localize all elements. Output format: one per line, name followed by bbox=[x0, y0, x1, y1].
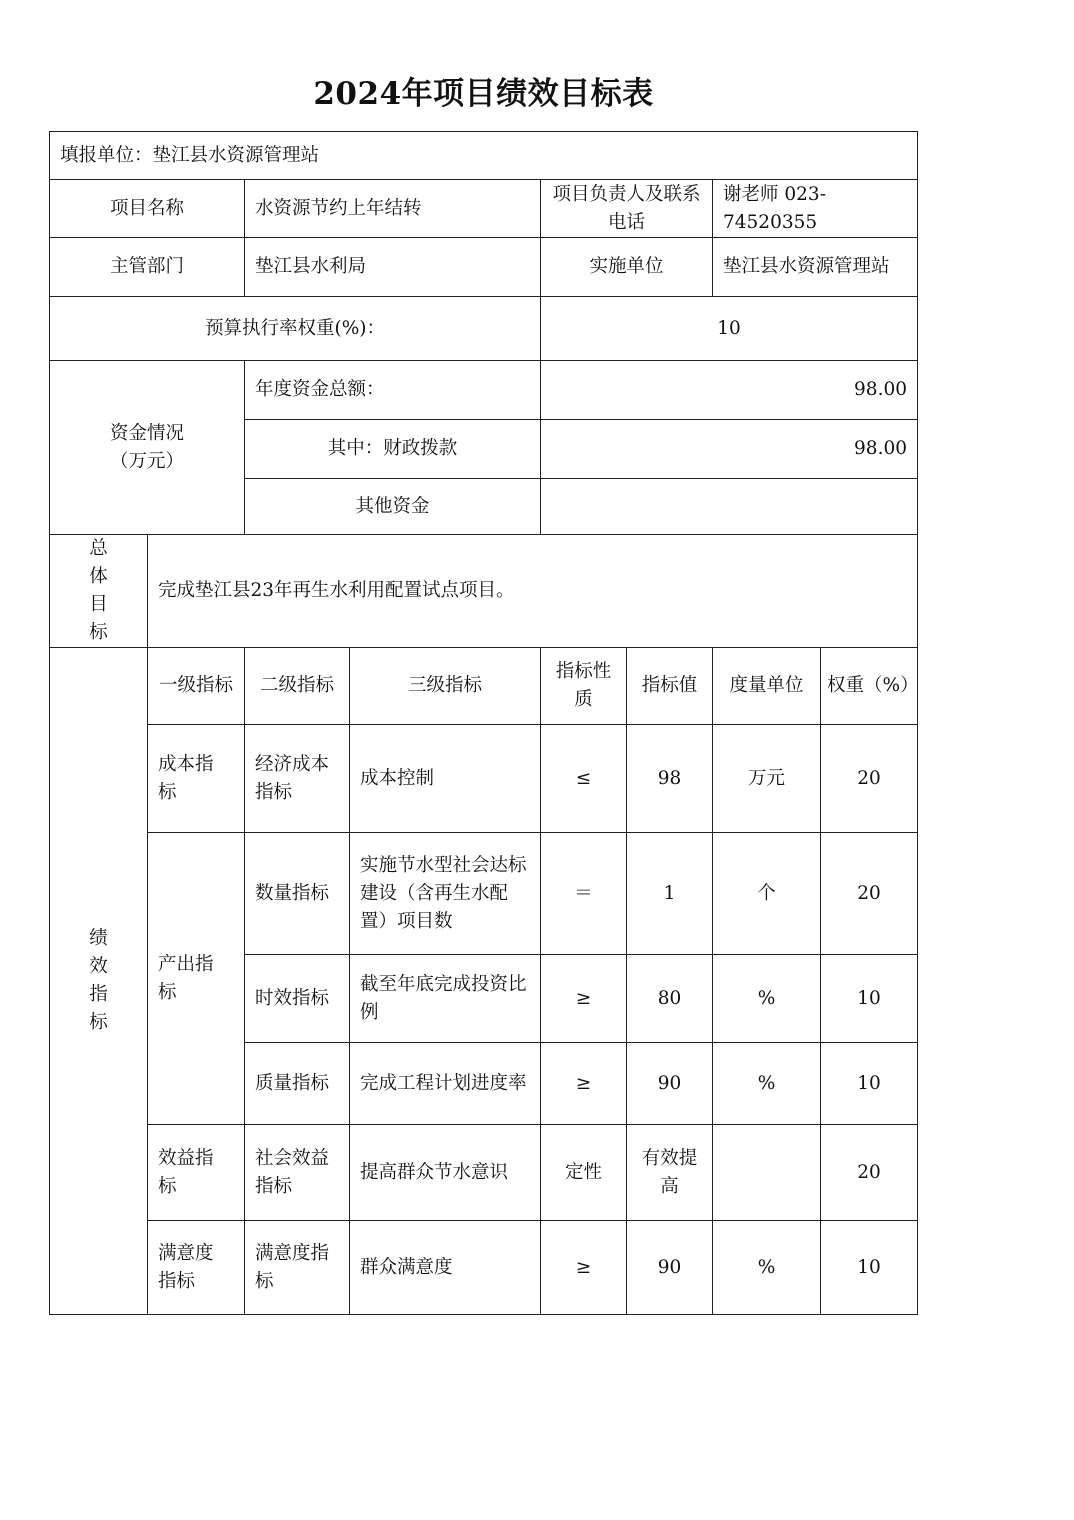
table-row-level3: 提高群众节水意识 bbox=[349, 1124, 541, 1221]
table-row-value: 80 bbox=[626, 954, 713, 1043]
funds-label: 资金情况（万元） bbox=[49, 360, 245, 535]
funds-fiscal-value: 98.00 bbox=[540, 419, 918, 479]
table-row-level3: 群众满意度 bbox=[349, 1220, 541, 1315]
table-row-weight: 20 bbox=[820, 724, 918, 833]
page-title: 2024年项目绩效目标表 bbox=[313, 76, 654, 112]
header-value: 指标值 bbox=[626, 647, 713, 725]
reporting-unit: 填报单位：垫江县水资源管理站 bbox=[49, 131, 918, 180]
table-row-unit bbox=[712, 1124, 821, 1221]
table-row-level3: 实施节水型社会达标建设（含再生水配置）项目数 bbox=[349, 832, 541, 955]
table-row-level3: 完成工程计划进度率 bbox=[349, 1042, 541, 1125]
table-row-weight: 10 bbox=[820, 954, 918, 1043]
header-level1: 一级指标 bbox=[147, 647, 245, 725]
table-row-value: 98 bbox=[626, 724, 713, 833]
table-row-level2: 社会效益指标 bbox=[244, 1124, 350, 1221]
contact-label: 项目负责人及联系电话 bbox=[540, 179, 713, 238]
table-row-nature: 定性 bbox=[540, 1124, 627, 1221]
funds-other-value bbox=[540, 478, 918, 535]
table-row-nature: ≥ bbox=[540, 1042, 627, 1125]
table-row-value: 90 bbox=[626, 1042, 713, 1125]
group-benefit: 效益指标 bbox=[147, 1124, 245, 1221]
goal-text: 完成垫江县23年再生水利用配置试点项目。 bbox=[147, 534, 918, 648]
goal-label: 总体目标 bbox=[49, 534, 148, 648]
indicators-label: 绩效指标 bbox=[49, 647, 148, 1315]
header-level2: 二级指标 bbox=[244, 647, 350, 725]
budget-weight-value: 10 bbox=[540, 296, 918, 361]
header-unit: 度量单位 bbox=[712, 647, 821, 725]
impl-value: 垫江县水资源管理站 bbox=[712, 237, 918, 297]
table-row-unit: 个 bbox=[712, 832, 821, 955]
table-row-level3: 成本控制 bbox=[349, 724, 541, 833]
table-row-value: 有效提高 bbox=[626, 1124, 713, 1221]
table-row-unit: 万元 bbox=[712, 724, 821, 833]
table-row-weight: 20 bbox=[820, 832, 918, 955]
funds-other-label: 其他资金 bbox=[244, 478, 541, 535]
table-row-nature: ＝ bbox=[540, 832, 627, 955]
table-row-level2: 数量指标 bbox=[244, 832, 350, 955]
project-name-label: 项目名称 bbox=[49, 179, 245, 238]
table-row-weight: 20 bbox=[820, 1124, 918, 1221]
header-weight: 权重（%） bbox=[820, 647, 918, 725]
table-row-nature: ≤ bbox=[540, 724, 627, 833]
funds-total-value: 98.00 bbox=[540, 360, 918, 420]
dept-value: 垫江县水利局 bbox=[244, 237, 541, 297]
table-row-level2: 满意度指标 bbox=[244, 1220, 350, 1315]
dept-label: 主管部门 bbox=[49, 237, 245, 297]
funds-total-label: 年度资金总额： bbox=[244, 360, 541, 420]
impl-label: 实施单位 bbox=[540, 237, 713, 297]
table-row-unit: % bbox=[712, 1220, 821, 1315]
table-row-level2: 经济成本指标 bbox=[244, 724, 350, 833]
group-cost: 成本指标 bbox=[147, 724, 245, 833]
table-row-value: 90 bbox=[626, 1220, 713, 1315]
contact-value: 谢老师 023-74520355 bbox=[712, 179, 918, 238]
header-level3: 三级指标 bbox=[349, 647, 541, 725]
table-row-value: 1 bbox=[626, 832, 713, 955]
group-satisfaction: 满意度指标 bbox=[147, 1220, 245, 1315]
table-row-nature: ≥ bbox=[540, 954, 627, 1043]
table-row-weight: 10 bbox=[820, 1042, 918, 1125]
table-row-unit: % bbox=[712, 954, 821, 1043]
project-name: 水资源节约上年结转 bbox=[244, 179, 541, 238]
group-output: 产出指标 bbox=[147, 832, 245, 1125]
budget-weight-label: 预算执行率权重(%)： bbox=[49, 296, 541, 361]
table-row-level3: 截至年底完成投资比例 bbox=[349, 954, 541, 1043]
table-row-unit: % bbox=[712, 1042, 821, 1125]
table-row-level2: 质量指标 bbox=[244, 1042, 350, 1125]
table-row-nature: ≥ bbox=[540, 1220, 627, 1315]
performance-table bbox=[49, 131, 918, 1315]
header-nature: 指标性质 bbox=[540, 647, 627, 725]
table-row-level2: 时效指标 bbox=[244, 954, 350, 1043]
table-row-weight: 10 bbox=[820, 1220, 918, 1315]
funds-fiscal-label: 其中：财政拨款 bbox=[244, 419, 541, 479]
